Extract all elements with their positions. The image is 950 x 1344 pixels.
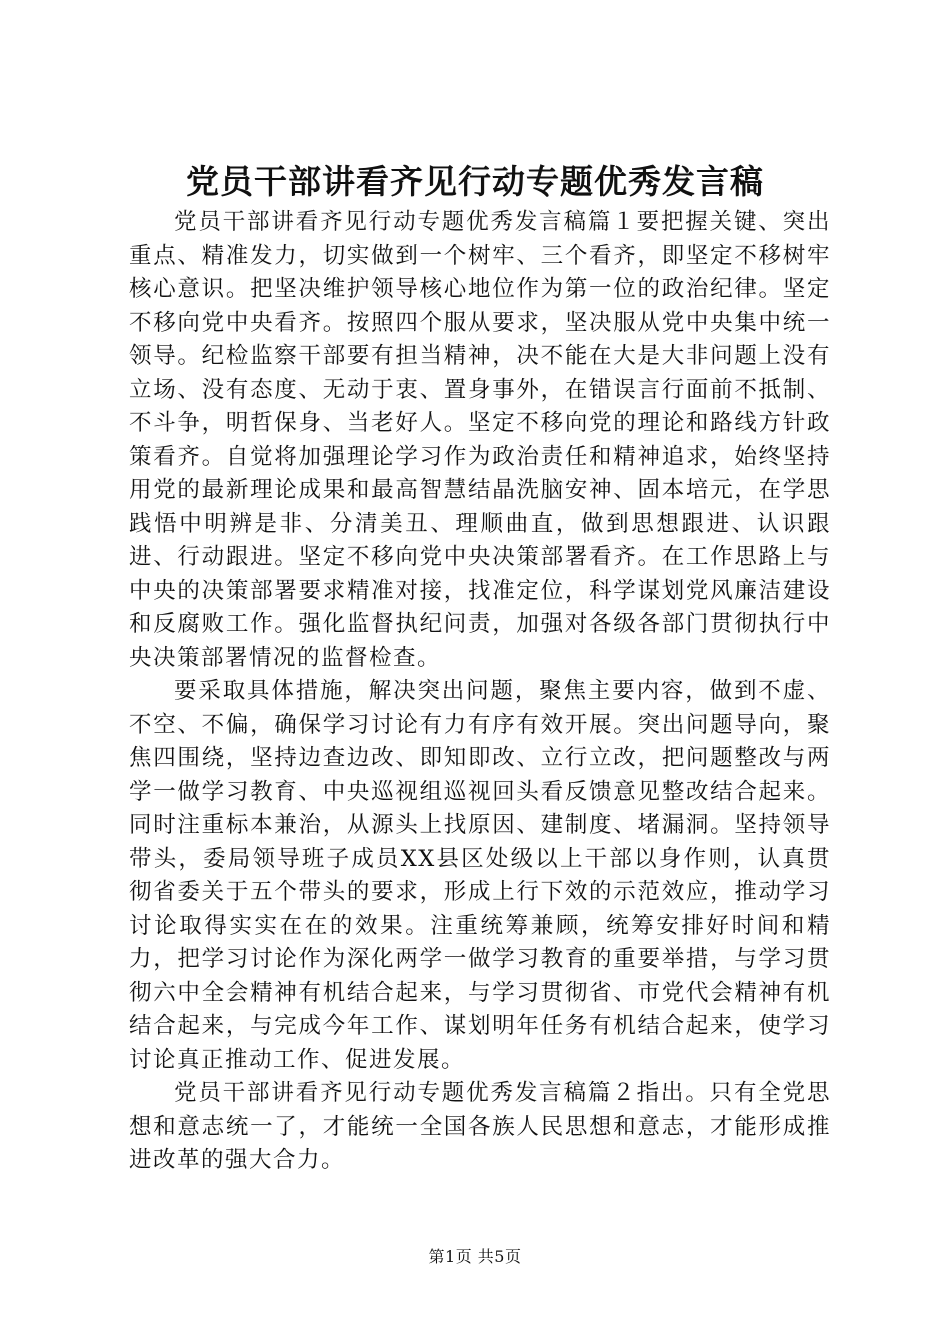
document-title: 党员干部讲看齐见行动专题优秀发言稿 <box>186 162 764 201</box>
paragraph-1: 党员干部讲看齐见行动专题优秀发言稿篇１要把握关键、突出重点、精准发力，切实做到一个树牢、三个看齐，即坚定不移树牢核心意识。把坚决维护领导核心地位作为第一位的政治纪律。坚定不移向党中央看齐。按照四个服从要求，坚决服从党中央集中统一领导。纪检监察干部要有担当精神，决不能在大是大非问题上没有立场、没有态度、无动于衷、置身事外，在错误言行面前不抵制、不斗争，明哲保身、当老好人。坚定不移向党的理论和路线方针政策看齐。自觉将加强理论学习作为政治责任和精神追求，始终坚持用党的最新理论成果和最高智慧结晶洗脑安神、固本培元，在学思践悟中明辨是非、分清美丑、理顺曲直，做到思想跟进、认识跟进、行动跟进。坚定不移向党中央决策部署看齐。在工作思路上与中央的决策部署要求精准对接，找准定位，科学谋划党风廉洁建设和反腐败工作。强化监督执纪问责，加强对各级各部门贯彻执行中央决策部署情况的监督检查。 <box>129 209 831 671</box>
document-body <box>129 206 831 1178</box>
paragraph-2: 要采取具体措施，解决突出问题，聚焦主要内容，做到不虚、不空、不偏，确保学习讨论有力有序有效开展。突出问题导向，聚焦四围绕，坚持边查边改、即知即改、立行立改，把问题整改与两学一做学习教育、中央巡视组巡视回头看反馈意见整改结合起来。同时注重标本兼治，从源头上找原因、建制度、堵漏洞。坚持领导带头，委局领导班子成员XX县区处级以上干部以身作则，认真贯彻省委关于五个带头的要求，形成上行下效的示范效应，推动学习讨论取得实实在在的效果。注重统筹兼顾，统筹安排好时间和精力，把学习讨论作为深化两学一做学习教育的重要举措，与学习贯彻六中全会精神有机结合起来，与学习贯彻省、市党代会精神有机结合起来，与完成今年工作、谋划明年任务有机结合起来，使学习讨论真正推动工作、促进发展。 <box>129 678 831 1073</box>
page-footer: 第1页 共5页 <box>428 1247 522 1266</box>
paragraph-3: 党员干部讲看齐见行动专题优秀发言稿篇２指出。只有全党思想和意志统一了，才能统一全国各族人民思想和意志，才能形成推进改革的强大合力。 <box>129 1080 831 1173</box>
